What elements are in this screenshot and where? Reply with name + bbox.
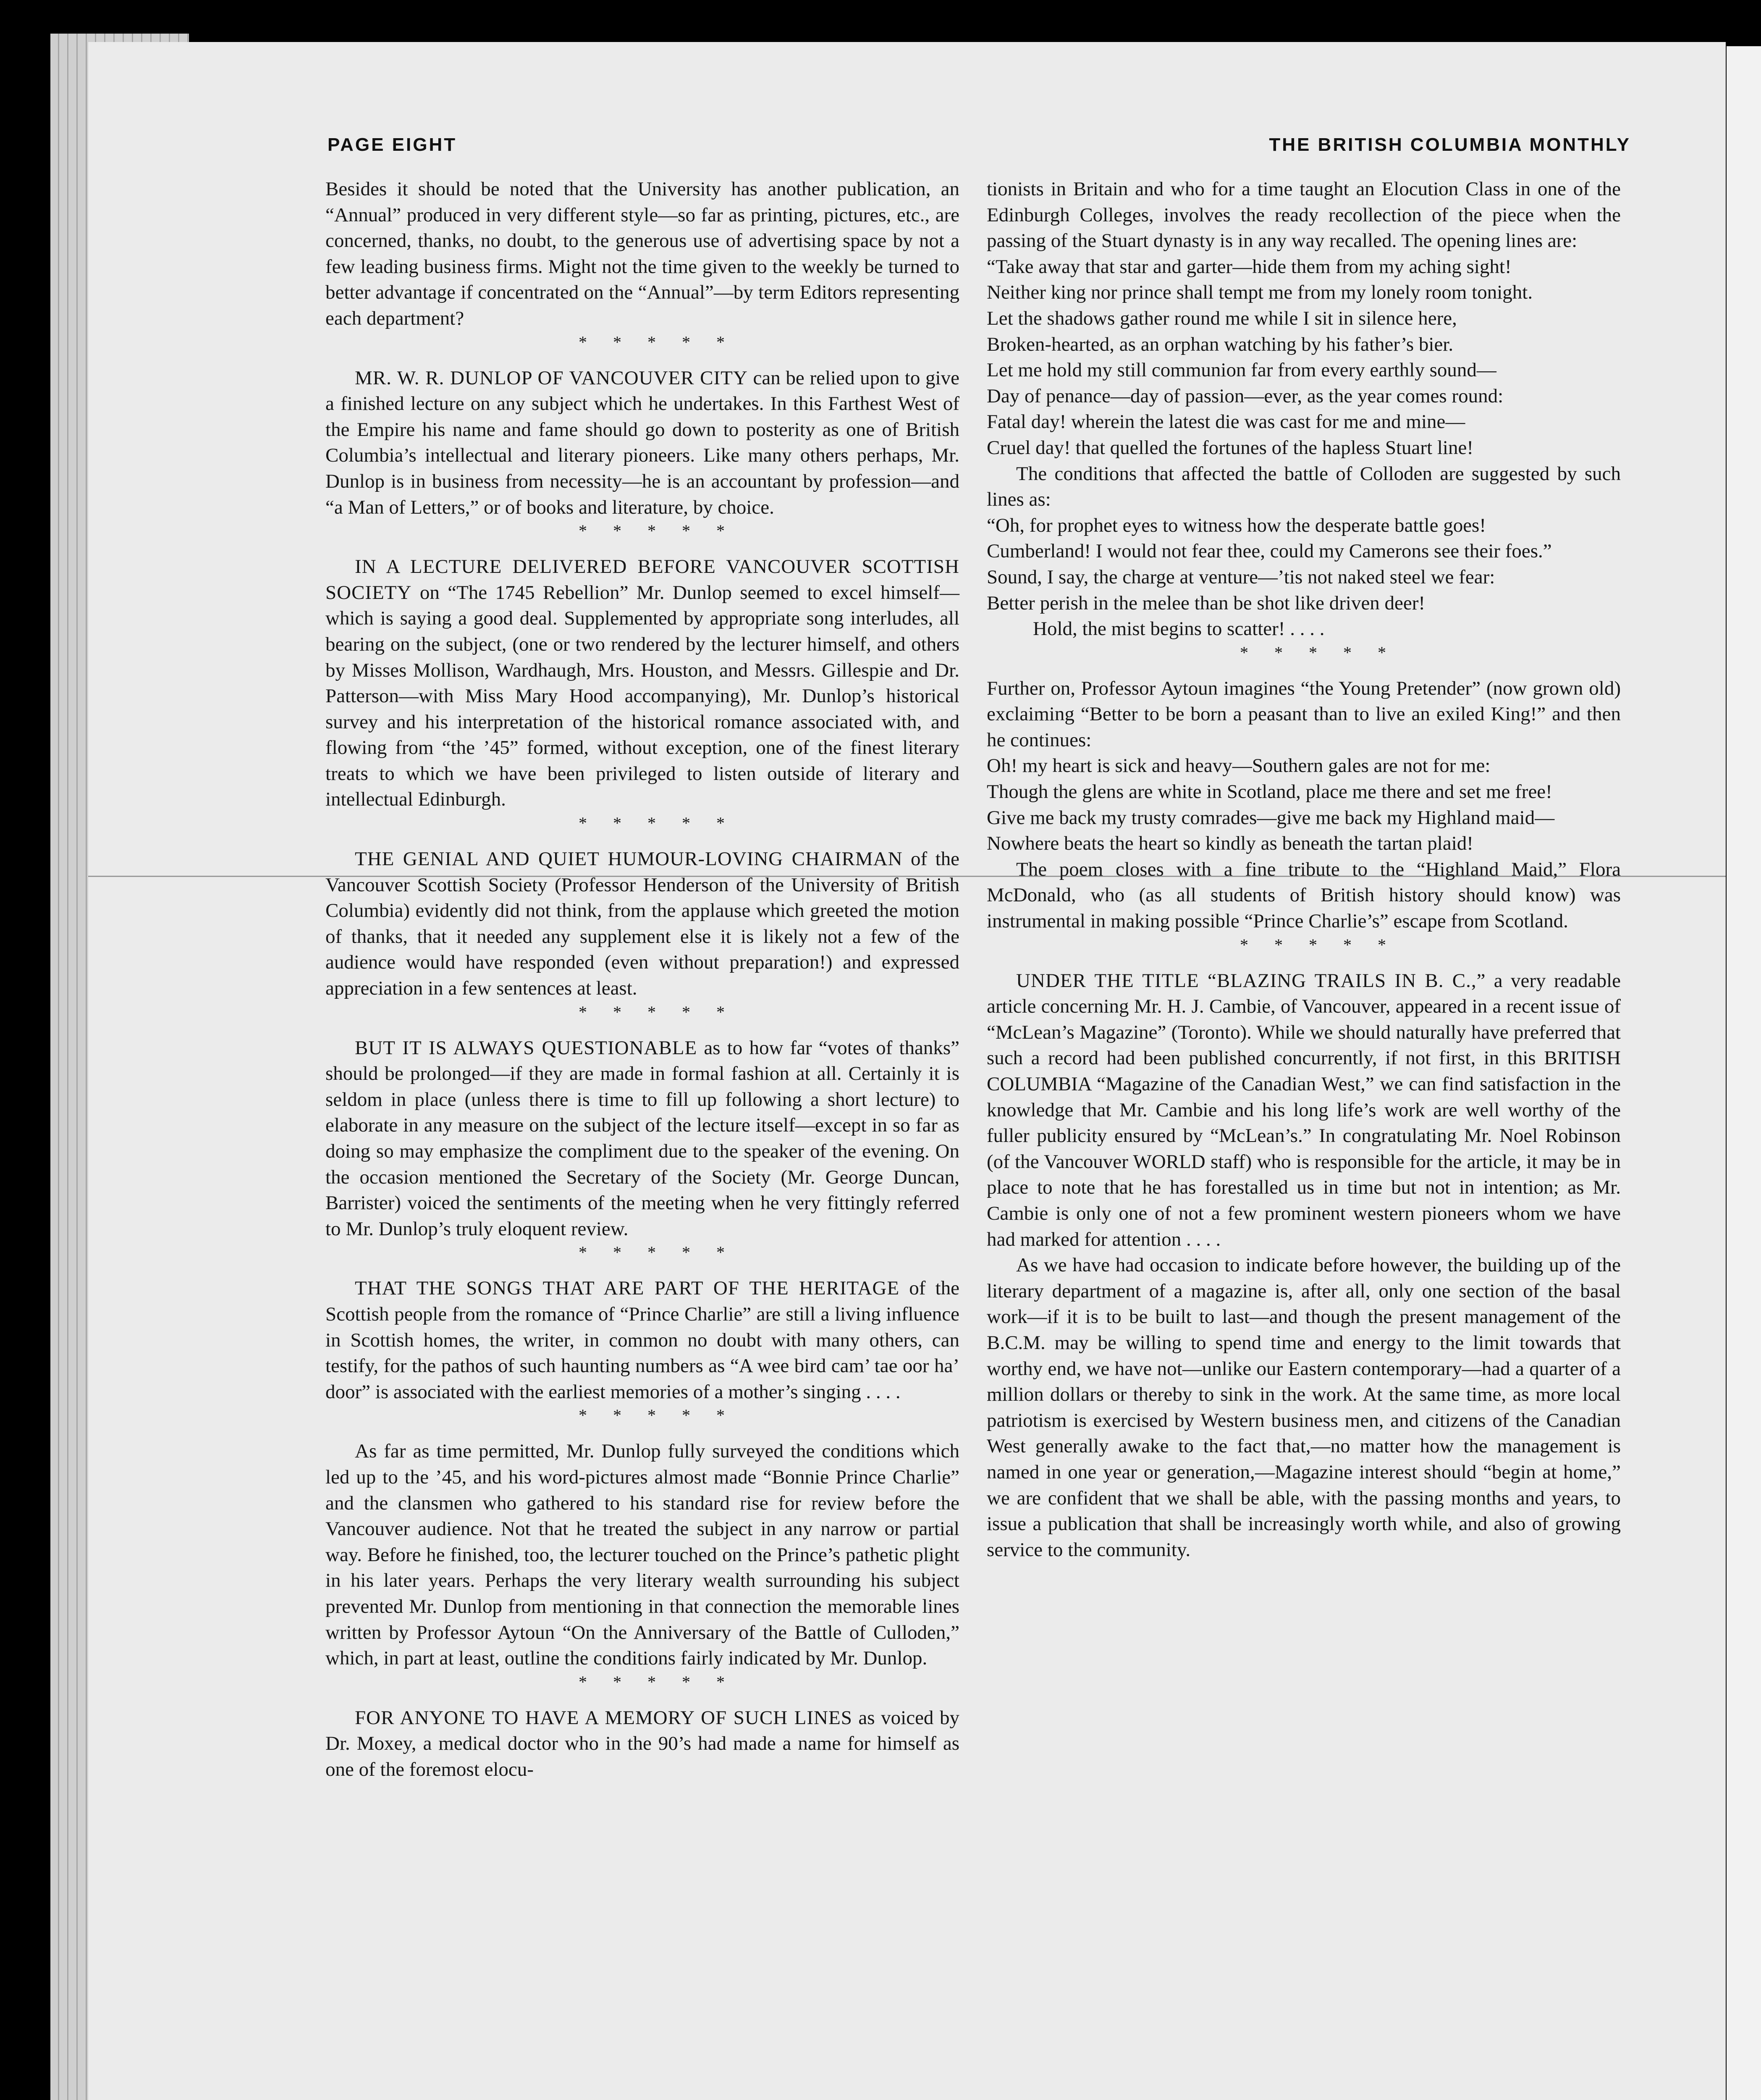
section-separator: * * * * *	[579, 814, 736, 833]
poem-line: “Oh, for prophet eyes to witness how the desperate battle goes!	[987, 514, 1486, 536]
paragraph-memory	[325, 1705, 959, 1783]
poem-line: Oh! my heart is sick and heavy—Southern gales are not for me:	[987, 755, 1491, 777]
lead-in-songs: THAT THE SONGS THAT ARE PART OF THE HERITAGE	[355, 1277, 900, 1299]
text-trails: a very readable article concerning Mr. H. J. Cambie, of Vancouver, appeared in a recent issue of “McLean’s Magazine” (Toronto). While we should naturally have preferred that such a record had been published concurrently, if not first, in this BRITISH COLUMBIA “Magazine of the Canadian West,” we can find satisfaction in the knowledge that Mr. Cambie and his long life’s work are well worthy of the fuller publicity ensured by “McLean’s.” In congratulating Mr. Noel Robinson (of the Vancouver WORLD staff) who is responsible for the article, it may be in place to note that he has forestalled us in time but not in intention; as Mr. Cambie is only one of not a few prominent western pioneers whom we have had marked for attention . . . .	[987, 969, 1621, 1250]
text-memory: as voiced by Dr. Moxey, a medical doctor who in the 90’s had made a name for himself as one of the foremost elocu-	[325, 1706, 960, 1780]
poem-line: Let the shadows gather round me while I sit in silence here,	[987, 307, 1457, 329]
section-separator: * * * * *	[579, 332, 736, 352]
left-column	[325, 176, 959, 1782]
poem-opening-lines	[987, 254, 1621, 461]
lead-in-chairman: THE GENIAL AND QUIET HUMOUR-LOVING CHAIRMAN	[355, 848, 903, 870]
section-separator: * * * * *	[1240, 935, 1397, 954]
poem-line: Though the glens are white in Scotland, place me there and set me free!	[987, 781, 1552, 803]
poem-line: Better perish in the melee than be shot like driven deer!	[987, 592, 1426, 614]
paragraph-flora: The poem closes with a fine tribute to the “Highland Maid,” Flora McDonald, who (as all students of British history should know) was instrumental in making possible “Prince Charlie’s” escape from Scotland.	[987, 858, 1621, 932]
poem-line: Cruel day! that quelled the fortunes of the hapless Stuart line!	[987, 436, 1474, 459]
paragraph-colloden: The conditions that affected the battle of Colloden are suggested by such lines as:	[987, 462, 1621, 511]
poem-line: Give me back my trusty comrades—give me back my Highland maid—	[987, 806, 1555, 829]
paragraph-chairman	[325, 846, 959, 1002]
poem-line: Fatal day! wherein the latest die was cast for me and mine—	[987, 411, 1465, 433]
poem-line: Day of penance—day of passion—ever, as the year comes round:	[987, 385, 1504, 407]
section-separator: * * * * *	[579, 1002, 736, 1021]
page-label: PAGE EIGHT	[328, 134, 457, 155]
facing-page-edge	[1727, 46, 1761, 2100]
lead-in-thanks: BUT IT IS ALWAYS QUESTIONABLE	[355, 1037, 697, 1059]
section-separator: * * * * *	[1240, 643, 1397, 662]
paragraph-trails	[987, 968, 1621, 1253]
text-dunlop: can be relied upon to give a finished lecture on any subject which he undertakes. In this Farthest West of the Empire his name and fame should go down to posterity as one of British Columbia’s intellectual and literary pioneers. Like many others perhaps, Mr. Dunlop is in business from necessity—he is an accountant by profession—and “a Man of Letters,” or of books and literature, by choice.	[325, 367, 959, 518]
right-column	[987, 176, 1621, 1563]
paragraph-survey: As far as time permitted, Mr. Dunlop fully surveyed the conditions which led up to the ’45, and his word-pictures almost made “Bonnie Prince Charlie” and the clansmen who gathered to his standard rise for review before the Vancouver audience. Not that he treated the subject in any narrow or partial way. Before he finished, too, the lecturer touched on the Prince’s pathetic plight in his later years. Perhaps the very literary wealth surrounding his subject prevented Mr. Dunlop from mentioning in that connection the memorable lines written by Professor Aytoun “On the Anniversary of the Battle of Culloden,” which, in part at least, outline the conditions fairly indicated by Mr. Dunlop.	[325, 1440, 959, 1670]
paragraph-dunlop	[325, 365, 959, 521]
text-songs: of the Scottish people from the romance of “Prince Charlie” are still a living influence in Scottish homes, the writer, in common no doubt with many others, can testify, for the pathos of such haunting numbers as “A wee bird cam’ tae oor ha’ door” is associated with the earliest memories of a mother’s singing . . . .	[325, 1277, 959, 1403]
poem-line: Broken-hearted, as an orphan watching by his father’s bier.	[987, 333, 1454, 355]
section-separator: * * * * *	[579, 521, 736, 541]
paragraph-lecture	[325, 554, 959, 813]
section-separator: * * * * *	[579, 1672, 736, 1691]
poem-battle-lines	[987, 513, 1621, 642]
poem-line: Nowhere beats the heart so kindly as beneath the tartan plaid!	[987, 832, 1473, 855]
text-chairman: of the Vancouver Scottish Society (Professor Henderson of the University of British Columbia) evidently did not think, from the applause which greeted the motion of thanks, that it needed any supplement else it is likely not a few of the audience would have responded (even without preparation!) and expressed appreciation in a few sentences at least.	[325, 848, 959, 1000]
section-separator: * * * * *	[579, 1406, 736, 1425]
poem-pretender-lines	[987, 753, 1621, 856]
poem-line: Hold, the mist begins to scatter! . . . .	[1033, 618, 1325, 640]
poem-line: Sound, I say, the charge at venture—’tis not naked steel we fear:	[987, 566, 1495, 588]
lead-in-dunlop: MR. W. R. DUNLOP OF VANCOUVER CITY	[355, 367, 748, 389]
lead-in-trails: UNDER THE TITLE “BLAZING TRAILS IN B. C.,”	[1016, 969, 1486, 992]
poem-line: “Take away that star and garter—hide them from my aching sight!	[987, 255, 1512, 278]
paragraph-annual: Besides it should be noted that the University has another publication, an “Annual” produced in very different style—so far as printing, pictures, etc., are concerned, thanks, no doubt, to the generous use of advertising space by not a few leading business firms. Might not the time given to the weekly be turned to better advantage if concentrated on the “Annual”—by term Editors representing each department?	[325, 178, 959, 329]
paragraph-elocution: tionists in Britain and who for a time taught an Elocution Class in one of the Edinburgh Colleges, involves the ready recollection of the piece when the passing of the Stuart dynasty is in any way recalled. The opening lines are:	[987, 178, 1621, 252]
publication-title: THE BRITISH COLUMBIA MONTHLY	[1269, 134, 1631, 155]
paragraph-management: As we have had occasion to indicate before however, the building up of the literary department of a magazine is, after all, only one section of the basal work—if it is to be built to last—and though the present management of the B.C.M. may be willing to spend time and energy to the limit towards that worthy end, we have not—unlike our Eastern contemporary—had a quarter of a million dollars or thereby to sink in the work. At the same time, as more local patriotism is exercised by Western business men, and citizens of the Canadian West generally awake to the fact that,—no matter how the management is named in one year or generation,—Magazine interest should “begin at home,” we are confident that we shall be able, with the passing months and years, to issue a publication that shall be increasingly worth while, and also of growing service to the community.	[987, 1254, 1621, 1561]
text-lecture: on “The 1745 Rebellion” Mr. Dunlop seemed to excel himself—which is saying a good deal. Supplemented by appropriate song interludes, all bearing on the subject, (one or two rendered by the lecturer himself, and others by Misses Mollison, Wardhaugh, Mrs. Houston, and Messrs. Gillespie and Dr. Patterson—with Miss Mary Hood accompanying), Mr. Dunlop’s historical survey and his interpretation of the historical romance associated with, and flowing from “the ’45” formed, without exception, one of the finest literary treats to which we have been privileged to listen outside of literary and intellectual Edinburgh.	[325, 581, 959, 811]
section-separator: * * * * *	[579, 1243, 736, 1262]
poem-line: Neither king nor prince shall tempt me from my lonely room tonight.	[987, 281, 1533, 304]
poem-line: Let me hold my still communion far from every earthly sound—	[987, 359, 1496, 381]
lead-in-memory: FOR ANYONE TO HAVE A MEMORY OF SUCH LINES	[355, 1706, 852, 1729]
text-thanks: as to how far “votes of thanks” should be prolonged—if they are made in formal fashion at all. Certainly it is seldom in place (unless there is time to fill up following a short lecture) to elaborate in any measure on the subject of the lecture itself—except in so far as doing so may emphasize the compliment due to the speaker of the evening. On the occasion mentioned the Secretary of the Society (Mr. George Duncan, Barrister) voiced the sentiments of the meeting when he very fittingly referred to Mr. Dunlop’s truly eloquent review.	[325, 1037, 959, 1240]
lead-in-lecture: IN A LECTURE DELIVERED BEFORE VANCOUVER SCOTTISH SOCIETY	[325, 556, 959, 604]
paragraph-pretender: Further on, Professor Aytoun imagines “the Young Pretender” (now grown old) exclaiming “Better to be born a peasant than to live an exiled King!” and then he continues:	[987, 677, 1621, 751]
paragraph-thanks	[325, 1035, 959, 1242]
paragraph-songs	[325, 1276, 959, 1405]
poem-line: Cumberland! I would not fear thee, could my Camerons see their foes.”	[987, 540, 1552, 562]
